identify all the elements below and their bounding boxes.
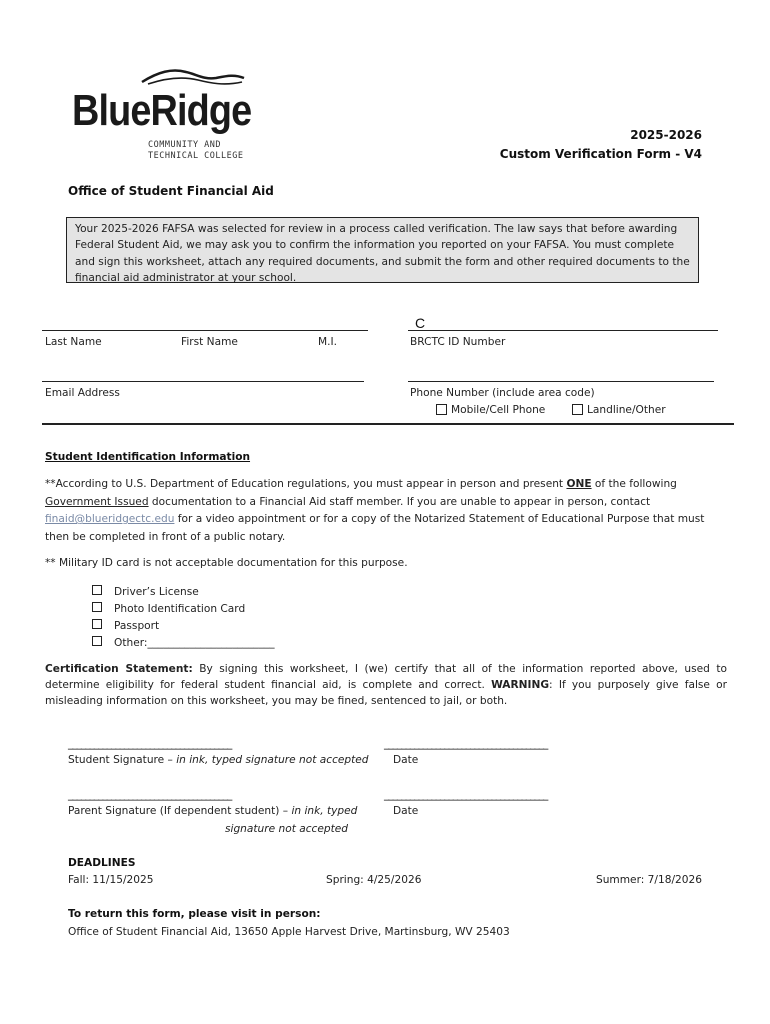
email-label: Email Address <box>45 387 120 399</box>
deadline-summer: Summer: 7/18/2026 <box>595 874 702 886</box>
verification-notice: Your 2025-2026 FAFSA was selected for review in a process called verification. The law says that before awarding Federal Student Aid, we may ask you to confirm the information you reported on your FAFSA. You must complete and sign this worksheet, attach any required documents, and submit the form and other required documents to the financial aid administrator at your school. <box>66 217 699 283</box>
checkbox-icon[interactable] <box>92 585 102 595</box>
deadline-fall: Fall: 11/15/2025 <box>68 874 154 886</box>
landline-option[interactable]: Landline/Other <box>572 404 666 416</box>
checkbox-icon[interactable] <box>92 619 102 629</box>
student-date-label: Date <box>393 754 419 766</box>
name-line[interactable] <box>42 330 368 331</box>
id-options-list <box>92 584 275 652</box>
mobile-option[interactable]: Mobile/Cell Phone <box>436 404 545 416</box>
option-photo-id[interactable]: Photo Identification Card <box>92 601 275 618</box>
mi-label: M.I. <box>318 336 337 348</box>
form-year: 2025-2026 <box>630 128 702 142</box>
last-name-label: Last Name <box>45 336 102 348</box>
parent-date-label: Date <box>393 805 419 817</box>
college-logo: BlueRidge <box>72 86 252 135</box>
form-title: Custom Verification Form - V4 <box>499 147 702 161</box>
military-id-note: ** Military ID card is not acceptable documentation for this purpose. <box>45 557 408 569</box>
return-address: Office of Student Financial Aid, 13650 Apple Harvest Drive, Martinsburg, WV 25403 <box>68 926 510 938</box>
id-prefix: C <box>415 315 426 331</box>
student-id-title: Student Identification Information <box>45 451 251 463</box>
return-title: To return this form, please visit in person: <box>68 908 321 920</box>
phone-label: Phone Number (include area code) <box>410 387 595 399</box>
option-other[interactable]: Other:________________________ <box>92 635 275 652</box>
phone-line[interactable] <box>408 381 714 382</box>
first-name-label: First Name <box>181 336 238 348</box>
deadlines-title: DEADLINES <box>68 857 136 869</box>
parent-signature-label: Parent Signature (If dependent student) – in ink, typed <box>68 805 358 817</box>
student-date-line[interactable]: ______________________________________ <box>384 738 548 750</box>
option-drivers-license[interactable]: Driver’s License <box>92 584 275 601</box>
student-signature-label: Student Signature – in ink, typed signature not accepted <box>68 754 369 766</box>
mobile-checkbox[interactable] <box>436 404 447 415</box>
parent-signature-note: signature not accepted <box>225 823 348 835</box>
student-id-paragraph: **According to U.S. Department of Education regulations, you must appear in person and present ONE of the following Government Issued documentation to a Financial Aid staff member. If you are unable to appear in person, contact finaid@blueridgectc.edu for a video appointment or for a copy of the Notarized Statement of Educational Purpose that must then be completed in front of a public notary. <box>45 478 705 543</box>
landline-checkbox[interactable] <box>572 404 583 415</box>
deadline-spring: Spring: 4/25/2026 <box>326 874 422 886</box>
option-passport[interactable]: Passport <box>92 618 275 635</box>
office-title: Office of Student Financial Aid <box>68 184 274 198</box>
email-line[interactable] <box>42 381 364 382</box>
checkbox-icon[interactable] <box>92 602 102 612</box>
student-signature-line[interactable]: ______________________________________ <box>68 738 232 750</box>
certification-statement: Certification Statement: By signing this worksheet, I (we) certify that all of the information reported above, used to determine eligibility for federal student financial aid, is complete and correct. WARNING: If you purposely give false or misleading information on this worksheet, you may be fined, sentenced to jail, or both. <box>45 663 728 707</box>
id-line[interactable] <box>408 330 718 331</box>
id-label: BRCTC ID Number <box>410 336 506 348</box>
section-divider <box>42 423 734 425</box>
college-logo-subtitle: COMMUNITY AND TECHNICAL COLLEGE <box>148 140 244 161</box>
parent-date-line[interactable]: ______________________________________ <box>384 789 548 801</box>
checkbox-icon[interactable] <box>92 636 102 646</box>
finaid-email-link[interactable]: finaid@blueridgectc.edu <box>45 513 175 525</box>
parent-signature-line[interactable]: ______________________________________ <box>68 789 232 801</box>
